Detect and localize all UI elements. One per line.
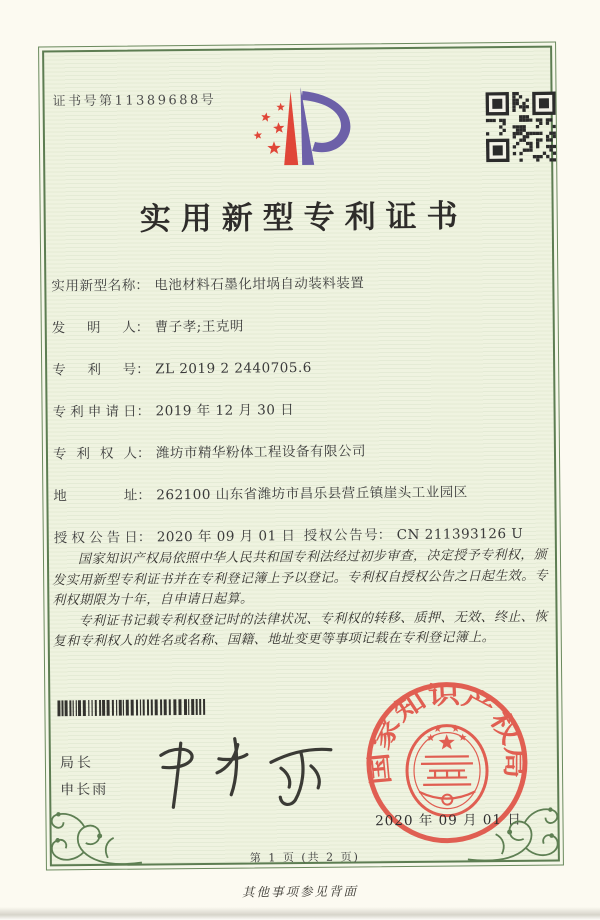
star-icon [261,112,270,121]
field-label: 地址 [53,487,138,505]
grant-no-value: CN 211393126 U [396,525,524,544]
back-note: 其他事项参见背面 [241,883,359,900]
field-colon: ： [136,445,151,462]
certificate-number: 证书号第11389688号 [52,92,217,110]
flourish-ornament [47,806,143,871]
field-colon: ： [137,529,152,546]
field-value: 潍坊市精华粉体工程设备有限公司 [155,443,367,462]
field-colon: ： [135,319,150,336]
grant-no-label: 授权公告号 [303,527,378,544]
field-label: 专利权人 [52,445,138,463]
director-name: 申长雨 [60,781,109,799]
grant-date-label: 授权公告日 [53,529,138,547]
field-value: 曹子孝;王克明 [154,318,244,336]
director-signature-handwriting [143,728,349,822]
seal-ring-text: 国家知识产权局 [364,680,529,786]
field-colon: ： [135,277,149,294]
field-row [51,270,556,317]
star-icon [253,131,262,139]
director-title-label: 局长 [59,755,95,772]
field-value: 电池材料石墨化坩埚自动装料装置 [154,275,365,294]
field-colon: ： [137,487,151,504]
certificate-frame [38,42,564,871]
grant-number-group [304,522,524,544]
field-label: 发明人 [51,319,136,337]
logo-red-wedge [283,91,298,165]
fields-section [51,270,559,569]
barcode [57,699,207,716]
star-icon [276,103,285,111]
field-row [52,312,557,359]
field-label: 专利申请日 [52,403,137,421]
field-label: 实用新型名称 [51,277,136,295]
cnipa-logo-icon [240,74,363,185]
seal-date: 2020 年 09 月 01 日 [375,811,522,830]
field-row [52,396,557,443]
paragraph: 专利证书记载专利权登记时的法律状况、专利权的转移、质押、无效、终止、恢复和专利权人的姓名或名称、国籍、地址变更等事项记载在专利登记簿上。 [52,609,548,650]
field-row [53,438,558,485]
field-value: 2019 年 12 月 30 日 [155,402,295,420]
grant-date-value: 2020 年 09 月 01 日 [156,528,296,546]
field-value: 262100 山东省潍坊市昌乐县营丘镇崖头工业园区 [156,484,468,504]
field-colon: ： [377,527,392,544]
flourish-ornament [466,802,562,867]
page-number: 第 1 页 (共 2 页) [249,850,360,865]
field-colon: ： [136,403,151,420]
field-row [53,480,558,527]
field-colon: ： [136,361,150,378]
page-title: 实用新型专利证书 [139,198,468,238]
field-label: 专利号 [52,361,137,379]
legal-paragraphs [52,546,558,653]
certificate-body [42,46,560,867]
qr-code [486,92,557,163]
paragraph: 国家知识产权局依照中华人民共和国专利法经过初步审查，决定授予专利权，颁发实用新型专利证书并在专利登记簿上予以登记。专利权自授权公告之日起生效。专利权期限为十年，自申请日起算。 [52,547,549,609]
star-icon [273,122,284,133]
field-row [52,354,557,401]
star-icon [267,141,281,154]
field-value: ZL 2019 2 2440705.6 [155,359,312,378]
